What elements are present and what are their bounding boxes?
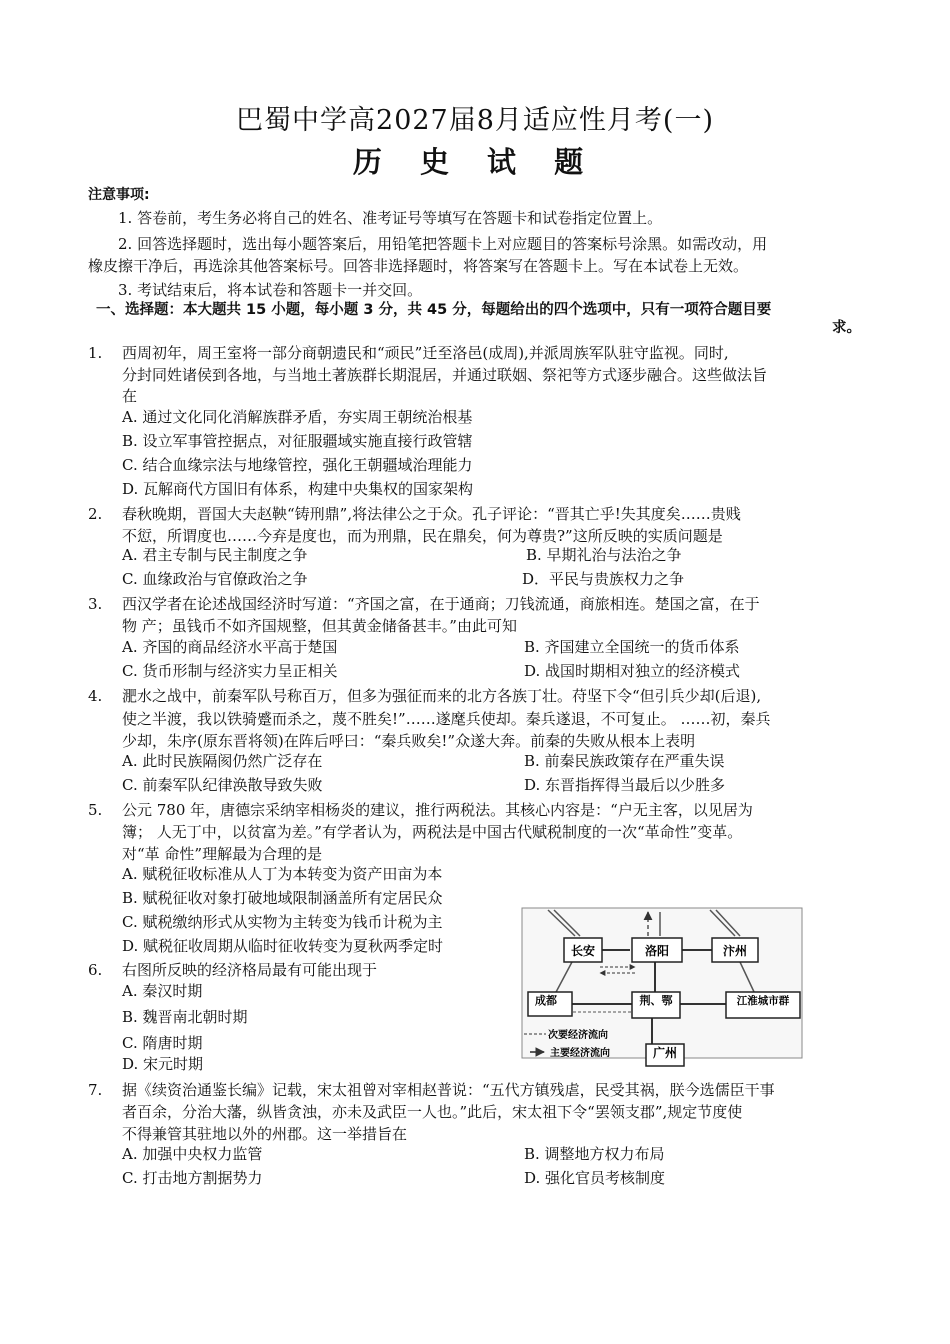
- option-a[interactable]: A. 加强中央权力监管: [122, 1145, 263, 1163]
- option-a[interactable]: A. 赋税征收标准从人丁为本转变为资产田亩为本: [122, 865, 443, 883]
- option-d[interactable]: D. 东晋指挥得当最后以少胜多: [524, 776, 726, 794]
- option-d[interactable]: D. 赋税征收周期从临时征收转变为夏秋两季定时: [122, 937, 444, 955]
- exam-title: 巴蜀中学高2027届8月适应性月考(一): [236, 105, 714, 136]
- question-stem-line: 公元 780 年，唐德宗采纳宰相杨炎的建议，推行两税法。其核心内容是：“户无主客，以见居为: [122, 801, 753, 819]
- question-stem-line: 对“革 命性”理解最为合理的是: [122, 845, 323, 863]
- node-chengdu: 成都: [535, 994, 557, 1007]
- node-jianghuai: 江淮城市群: [736, 995, 790, 1007]
- option-c[interactable]: C. 货币形制与经济实力呈正相关: [122, 662, 338, 680]
- node-changan: 长安: [570, 944, 596, 958]
- question-number: 7.: [88, 1081, 103, 1099]
- economic-flow-diagram: [520, 906, 805, 1076]
- question-stem-line: 春秋晚期，晋国大夫赵鞅“铸刑鼎”,将法律公之于众。孔子评论：“晋其亡乎!失其度矣……贵贱: [122, 505, 741, 523]
- option-b[interactable]: B. 赋税征收对象打破地域限制涵盖所有定居民众: [122, 889, 443, 907]
- question-number: 3.: [88, 595, 103, 613]
- node-luoyang: 洛阳: [644, 944, 670, 958]
- question-stem-line: 右图所反映的经济格局最有可能出现于: [122, 961, 378, 979]
- question-stem-line: 者百余，分治大藩，纵皆贪浊，亦未及武臣一人也。”此后，宋太祖下令“罢领支郡”,规定节度使: [122, 1103, 743, 1121]
- notice-item-1: 1. 答卷前，考生务必将自己的姓名、准考证号等填写在答题卡和试卷指定位置上。: [118, 209, 663, 227]
- option-a[interactable]: A. 齐国的商品经济水平高于楚国: [122, 638, 338, 656]
- option-d[interactable]: D．平民与贵族权力之争: [522, 570, 685, 588]
- question-stem-line: 淝水之战中，前秦军队号称百万，但多为强征而来的北方各族丁壮。苻坚下令“但引兵少却(后退),: [122, 687, 762, 705]
- option-d[interactable]: D. 战国时期相对独立的经济模式: [524, 662, 741, 680]
- option-c[interactable]: C. 隋唐时期: [122, 1034, 203, 1052]
- question-number: 4.: [88, 687, 103, 705]
- option-c[interactable]: C. 结合血缘宗法与地缘管控，强化王朝疆域治理能力: [122, 456, 473, 474]
- question-stem-line: 据《续资治通鉴长编》记载，宋太祖曾对宰相赵普说：“五代方镇残虐，民受其祸，朕今选儒臣干事: [122, 1081, 775, 1099]
- question-stem-line: 不得兼管其驻地以外的州郡。这一举措旨在: [122, 1125, 408, 1143]
- option-d[interactable]: D. 瓦解商代方国旧有体系，构建中央集权的国家架构: [122, 480, 474, 498]
- option-d[interactable]: D. 宋元时期: [122, 1055, 204, 1073]
- option-b[interactable]: B. 调整地方权力布局: [524, 1145, 665, 1163]
- option-b[interactable]: B. 设立军事管控据点，对征服疆域实施直接行政管辖: [122, 432, 473, 450]
- option-b[interactable]: B. 魏晋南北朝时期: [122, 1008, 248, 1026]
- question-number: 1.: [88, 344, 103, 362]
- option-c[interactable]: C. 前秦军队纪律涣散导致失败: [122, 776, 323, 794]
- question-stem-line: 西周初年，周王室将一部分商朝遗民和“顽民”迁至洛邑(成周),并派周族军队驻守监视。同时,: [122, 344, 729, 362]
- question-number: 2.: [88, 505, 103, 523]
- question-stem-line: 西汉学者在论述战国经济时写道：“齐国之富，在于通商；刀钱流通，商旅相连。楚国之富，在于: [122, 595, 760, 613]
- question-stem-line: 簿； 人无丁中，以贫富为差。”有学者认为，两税法是中国古代赋税制度的一次“革命性”变革。: [122, 823, 743, 841]
- option-a[interactable]: A. 通过文化同化消解族群矛盾，夯实周王朝统治根基: [122, 408, 473, 426]
- option-d[interactable]: D. 强化官员考核制度: [524, 1169, 666, 1187]
- node-guangzhou: 广州: [652, 1046, 678, 1060]
- question-number: 6.: [88, 961, 103, 979]
- question-stem-line: 物 产；虽钱币不如齐国规整，但其黄金储备甚丰。”由此可知: [122, 617, 517, 635]
- question-stem-line: 少却，朱序(原东晋将领)在阵后呼曰：“秦兵败矣!”众遂大奔。前秦的失败从根本上表明: [122, 732, 696, 750]
- option-c[interactable]: C. 赋税缴纳形式从实物为主转变为钱币计税为主: [122, 913, 443, 931]
- node-jingezhou: 荆、鄂: [639, 994, 673, 1007]
- notice-item-3: 3. 考试结束后，将本试卷和答题卡一并交回。: [118, 281, 423, 299]
- legend-primary-label: 主要经济流向: [550, 1048, 610, 1059]
- option-c[interactable]: C. 打击地方割据势力: [122, 1169, 263, 1187]
- notice-item-2: 2. 回答选择题时，选出每小题答案后，用铅笔把答题卡上对应题目的答案标号涂黑。如需改动，用: [118, 235, 768, 253]
- question-stem-line: 在: [122, 387, 138, 405]
- notice-item-2-cont: 橡皮擦干净后，再选涂其他答案标号。回答非选择题时，将答案写在答题卡上。写在本试卷上无效。: [88, 257, 749, 275]
- section-heading: 一、选择题：本大题共 15 小题，每小题 3 分，共 45 分，每题给出的四个选项中，只有一项符合题目要: [96, 302, 772, 318]
- option-c[interactable]: C. 血缘政治与官僚政治之争: [122, 570, 308, 588]
- question-stem-line: 使之半渡，我以铁骑蹙而杀之，蔑不胜矣!”……遂麾兵使却。秦兵遂退，不可复止。 ……初，秦兵: [122, 710, 771, 728]
- option-a[interactable]: A. 秦汉时期: [122, 982, 203, 1000]
- notice-heading: 注意事项:: [88, 187, 150, 203]
- option-b[interactable]: B. 早期礼治与法治之争: [526, 546, 682, 564]
- question-stem-line: 分封同姓诸侯到各地，与当地土著族群长期混居，并通过联姻、祭祀等方式逐步融合。这些做法旨: [122, 366, 768, 384]
- question-number: 5.: [88, 801, 103, 819]
- subject-title: 历 史 试 题: [352, 145, 598, 179]
- question-stem-line: 不愆，所谓度也……今弃是度也，而为刑鼎，民在鼎矣，何为尊贵?”这所反映的实质问题是: [122, 527, 723, 545]
- option-b[interactable]: B. 齐国建立全国统一的货币体系: [524, 638, 740, 656]
- node-bianzhou: 汴州: [722, 944, 748, 958]
- option-a[interactable]: A. 君主专制与民主制度之争: [122, 546, 308, 564]
- option-b[interactable]: B. 前秦民族政策存在严重失误: [524, 752, 725, 770]
- legend-secondary-label: 次要经济流向: [548, 1030, 608, 1041]
- option-a[interactable]: A. 此时民族隔阂仍然广泛存在: [122, 752, 323, 770]
- section-heading-cont: 求。: [832, 320, 861, 336]
